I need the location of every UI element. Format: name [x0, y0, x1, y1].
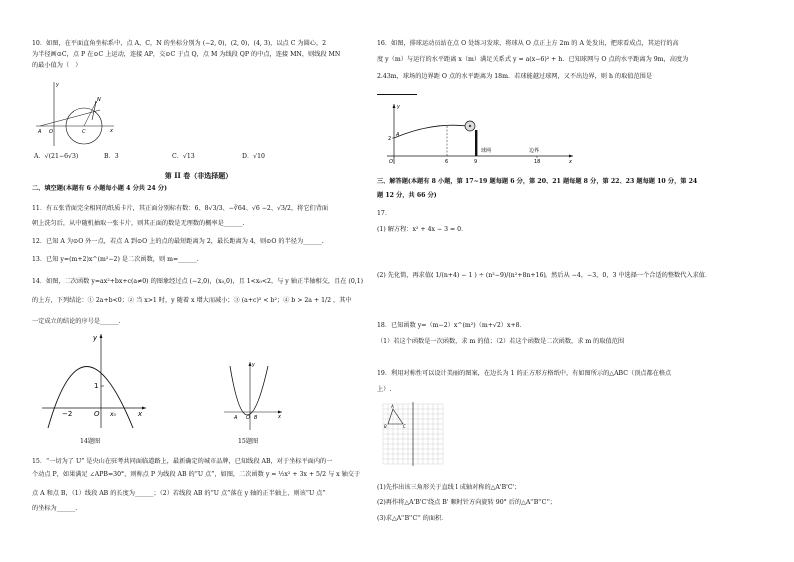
q18-line1: 18．已知函数 y=（m−2）x^(m²)（m+√2）x+8．	[377, 322, 526, 329]
q10-option-d: D．√10	[242, 153, 265, 160]
fig15-a-label: A	[234, 415, 238, 421]
fig14-neg2-label: −2	[62, 410, 73, 418]
figure-15-caption: 15题图	[238, 438, 259, 445]
fig15-y-label: y	[252, 362, 255, 368]
section2-title: 第 II 卷（非选择题）	[164, 171, 233, 180]
q16-answer-blank	[377, 94, 417, 95]
fig14-x0-label: x₀	[110, 411, 116, 418]
svg-text:O: O	[49, 129, 53, 135]
q17-part1: (1) 解方程：x² + 4x − 3 = 0．	[377, 226, 468, 233]
q19-grid-c: C	[403, 424, 406, 429]
q14-line3: 一定成立的结论的序号是______.	[32, 318, 121, 325]
q10-line1: 10．如图，在平面直角坐标系中，点 A，C，N 的坐标分别为 (−2, 0)，(2, 0)，(4, 3)，以点 C 为圆心，2	[32, 40, 327, 47]
q16-fig-six: 6	[445, 159, 449, 165]
q18-line2: （1）若这个函数是一次函数，求 m 的值；（2）若这个函数是二次函数，求 m 的取值范围	[377, 338, 625, 345]
right-column	[377, 0, 794, 562]
q16-fig-net: 球网	[481, 148, 492, 154]
section3-title: 三、解答题(本题有 8 小题，第 17~19 题每题 6 分，第 20、21 题每题 8 分，第 22、23 题每题 10 分，第 24	[377, 178, 698, 185]
q19-grid-a: A	[391, 404, 394, 409]
q10-line2: 为半径画⊙C，点 P 在⊙C 上运动，连接 AP，交⊙C 于点 Q，点 M 为线段 QP 的中点，连接 MN，则线段 MN	[32, 51, 341, 58]
q11-line2: 朝上洗匀后，从中随机抽取一张卡片，则其正面的数是无理数的概率是______.	[32, 220, 245, 227]
q17-number: 17．	[377, 210, 392, 217]
q16-fig-boundary: 边界	[529, 148, 540, 154]
q16-fig-y: y	[397, 104, 400, 110]
q16-fig-o: O	[389, 159, 393, 165]
q19-part3: (3)求△A''B''C'' 的面积．	[377, 515, 448, 522]
q11-line1: 11．有五张背面完全相同的纸质卡片，其正面分别标有数：6、8√3/3、−∛64、√6 −2、√3/2，将它们背面	[32, 205, 329, 212]
fig15-o-label: O	[246, 415, 250, 421]
q16-fig-x: x	[569, 159, 572, 165]
q17-part2-expression: ( 1/(n+4) − 1 ) ÷ (n²−9)/(n²+8n+16)	[431, 272, 546, 279]
fig14-one-label: 1	[94, 382, 99, 390]
fig14-o-label: O	[94, 410, 100, 418]
q16-line3: 2.43m，球场的边界距 O 点的水平距离为 18m．若球能越过球网，又不出边界，则 h 的取值范围是	[377, 73, 653, 80]
fig15-b-label: B	[254, 415, 258, 421]
q16-fig-a: A	[396, 132, 400, 138]
q16-fig-nine: 9	[474, 159, 478, 165]
figure-15	[222, 360, 284, 432]
section2-subtitle: 二、填空题(本题有 6 小题每小题 4 分共 24 分)	[32, 185, 168, 192]
svg-text:x: x	[110, 128, 113, 134]
q15-line2: 个动点 P，如果满足 ∠APB=30°，则称点 P 为线段 AB 的“U 点”，如图，二次函数 y = ½x² + 3x + 5/2 与 x 轴交于	[32, 471, 361, 478]
q14-line2: 的上方，下列结论：① 2a+b<0；② 当 x>1 时，y 随着 x 增大而减小；③ (a+c)² < b²；④ b > 2a + 1/2 ，其中	[32, 297, 352, 304]
svg-text:y: y	[56, 82, 59, 88]
q19-line1: 19．利用对称性可以设计美丽的图案，在边长为 1 的正方形方格纸中，有如图所示的△ABC（顶点都在格点	[377, 370, 672, 377]
q19-part2: (2)再作将△A'B'C'绕点 B' 顺时针方向旋转 90° 后的△A''B''C''；	[377, 499, 556, 506]
q16-fig-eighteen: 18	[534, 159, 541, 165]
q17-part2-prefix: (2) 先化简，再求值：	[377, 272, 438, 279]
q19-line2: 上）.	[377, 386, 392, 393]
figure-14	[38, 330, 150, 430]
q19-grid-figure	[381, 402, 445, 466]
svg-text:N: N	[97, 97, 101, 103]
section3-title-2: 题 12 分，共 66 分)	[377, 192, 437, 199]
q19-grid-b: B	[384, 424, 387, 429]
q16-figure	[377, 100, 577, 168]
q16-line2: 度 y（m）与运行的水平距离 x（m）满足关系式 y = a(x−6)² + h．已知球网与 O 点的水平距离为 9m，高度为	[377, 56, 689, 63]
q10-option-a: A．√(21−6√3)	[34, 153, 79, 160]
q10-line3: 的最小值为（ ）	[32, 62, 82, 69]
q10-option-c: C．√13	[172, 153, 195, 160]
q16-line1: 16．如图，排球运动员站在点 O 处练习发球，将球从 O 点正上方 2m 的 A 处发出，把球看成点，其运行的高	[377, 40, 679, 47]
q16-fig-two: 2	[388, 136, 392, 142]
q19-part1: (1)先作出该三角形关于直线 l 成轴对称的△A'B'C'；	[377, 484, 521, 491]
q13: 13．已知 y=(m+2)x^(m²−2) 是二次函数，则 m=______.	[32, 256, 199, 263]
fig15-x-label: x	[278, 414, 281, 420]
q14-line1: 14．如图，二次函数 y=ax²+bx+c(a≠0) 的图象经过点 (−2,0)，(x₀,0)，且 1<x₀<2，与 y 轴正半轴相交，且在 (0,1)	[32, 278, 364, 285]
q12: 12．已知 A 为⊙O 外一点，若点 A 到⊙O 上的点的最短距离为 2，最长距离为 4，则⊙O 的半径为______.	[32, 238, 324, 245]
q10-figure	[34, 80, 116, 148]
q15-line4: 的坐标为______.	[32, 505, 78, 512]
fig14-y-label: y	[93, 334, 98, 342]
q10-option-b: B．3	[104, 153, 119, 160]
q15-line1: 15．“一切为了 U” 是央山在驻考共同面临道路上，最新确定的城市品牌，已知线段 AB，对于坐标平面内的一	[32, 458, 333, 465]
figure-14-caption: 14题图	[80, 438, 101, 445]
q17-part2-suffix: ，然后从 −4，−3，0，3 中选择一个合适的整数代入求值．	[545, 272, 712, 279]
svg-text:A: A	[38, 129, 42, 135]
q15-line3: 点 A 和点 B，（1）线段 AB 的长度为______；（2）若线段 AB 的“U 点”落在 y 轴的正半轴上，则该“U 点”	[32, 490, 326, 497]
svg-text:C: C	[82, 129, 86, 135]
fig14-x-label: x	[138, 410, 143, 418]
